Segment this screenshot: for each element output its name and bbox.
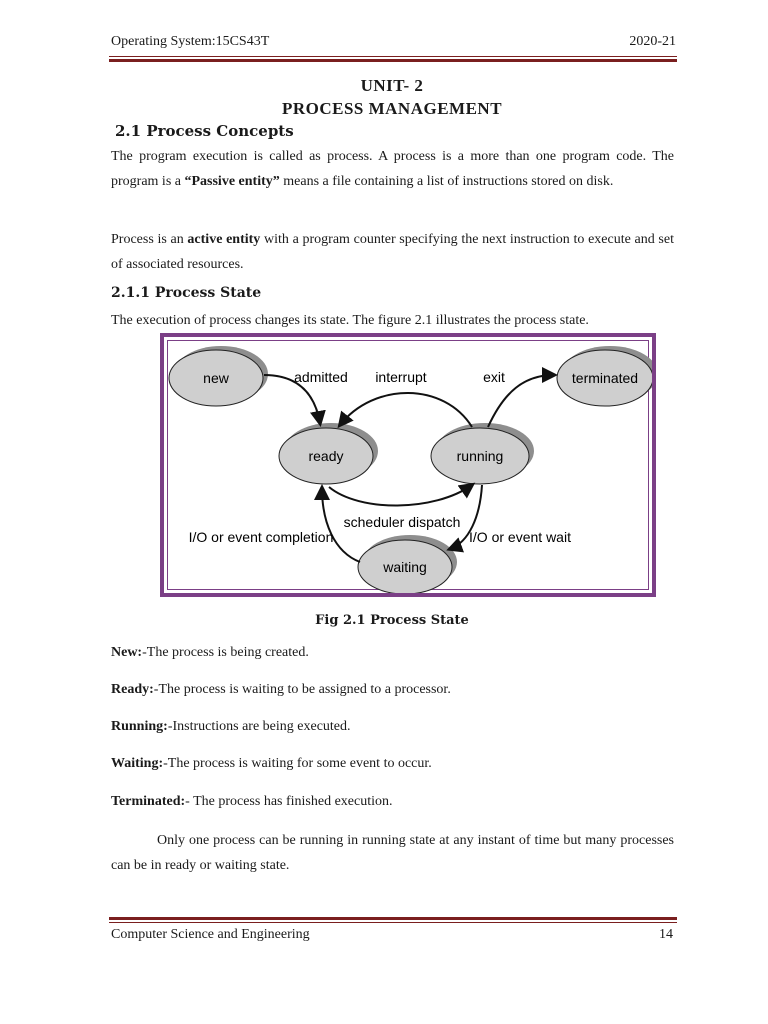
state-ready [279, 423, 378, 484]
definition-terminated [111, 794, 393, 810]
footer-rule [109, 915, 677, 923]
label-io-completion: I/O or event completion [188, 529, 334, 545]
unit-title: UNIT- 2 [360, 76, 424, 95]
header-rule [109, 56, 677, 62]
para-text: with a program counter specifying the next instruction to execute and set of associated resources. [111, 232, 674, 272]
definition-new [111, 645, 309, 661]
state-label-ready: ready [308, 448, 344, 464]
para-bold: “Passive entity” [184, 174, 280, 189]
unit-subject: PROCESS MANAGEMENT [281, 99, 503, 118]
state-label-running: running [456, 448, 504, 464]
section-heading-process-concepts: 2.1 Process Concepts [115, 122, 294, 140]
state-label-terminated: terminated [571, 370, 639, 386]
state-new [169, 346, 268, 406]
state-label-new: new [203, 370, 229, 386]
paragraph-closing: Only one process can be running in running state at any instant of time but many processes can be in ready or waiting state. [111, 833, 674, 873]
para-text: Process is an [111, 232, 188, 247]
definition-term: Terminated: [111, 794, 186, 809]
definition-term: Running: [111, 719, 168, 734]
definition-ready [111, 682, 451, 698]
definition-text: -The process is being created. [142, 645, 309, 660]
label-interrupt: interrupt [375, 369, 427, 385]
definition-text: - The process has finished execution. [185, 794, 393, 809]
header-year: 2020-21 [629, 34, 676, 49]
para-text: means a file containing a list of instructions stored on disk. [279, 174, 614, 189]
process-state-diagram [160, 333, 656, 597]
label-admitted: admitted [294, 369, 348, 385]
paragraph-active-entity [111, 227, 674, 277]
paragraph-state-intro: The execution of process changes its state. The figure 2.1 illustrates the process state. [111, 313, 589, 328]
label-exit: exit [483, 369, 505, 385]
para-text: The program execution is called as process. A process is a more than one program code. The program is a [111, 149, 674, 189]
header-course: Operating System:15CS43T [111, 34, 270, 49]
figure-caption: Fig 2.1 Process State [315, 613, 469, 628]
arrow-interrupt [340, 393, 472, 427]
footer-department: Computer Science and Engineering [111, 927, 310, 942]
definition-text: -Instructions are being executed. [167, 719, 351, 734]
definition-waiting [111, 756, 432, 772]
definition-term: Ready: [111, 682, 154, 697]
definition-running [111, 719, 351, 735]
definition-term: Waiting: [111, 756, 164, 771]
para-bold: active entity [187, 232, 261, 247]
diagram-svg [164, 337, 652, 593]
page-number: 14 [659, 927, 673, 942]
definition-text: -The process is waiting for some event to occur. [163, 756, 432, 771]
section-heading-process-state: 2.1.1 Process State [111, 285, 262, 301]
state-label-waiting: waiting [383, 559, 427, 575]
arrow-scheduler-dispatch [329, 485, 472, 506]
label-scheduler-dispatch: scheduler dispatch [343, 514, 461, 530]
paragraph-process-definition [111, 144, 674, 194]
state-waiting [358, 535, 457, 593]
label-io-wait: I/O or event wait [469, 529, 571, 545]
state-running [431, 423, 534, 484]
state-terminated [557, 346, 652, 406]
definition-term: New: [111, 645, 143, 660]
definition-text: -The process is waiting to be assigned to a processor. [153, 682, 451, 697]
